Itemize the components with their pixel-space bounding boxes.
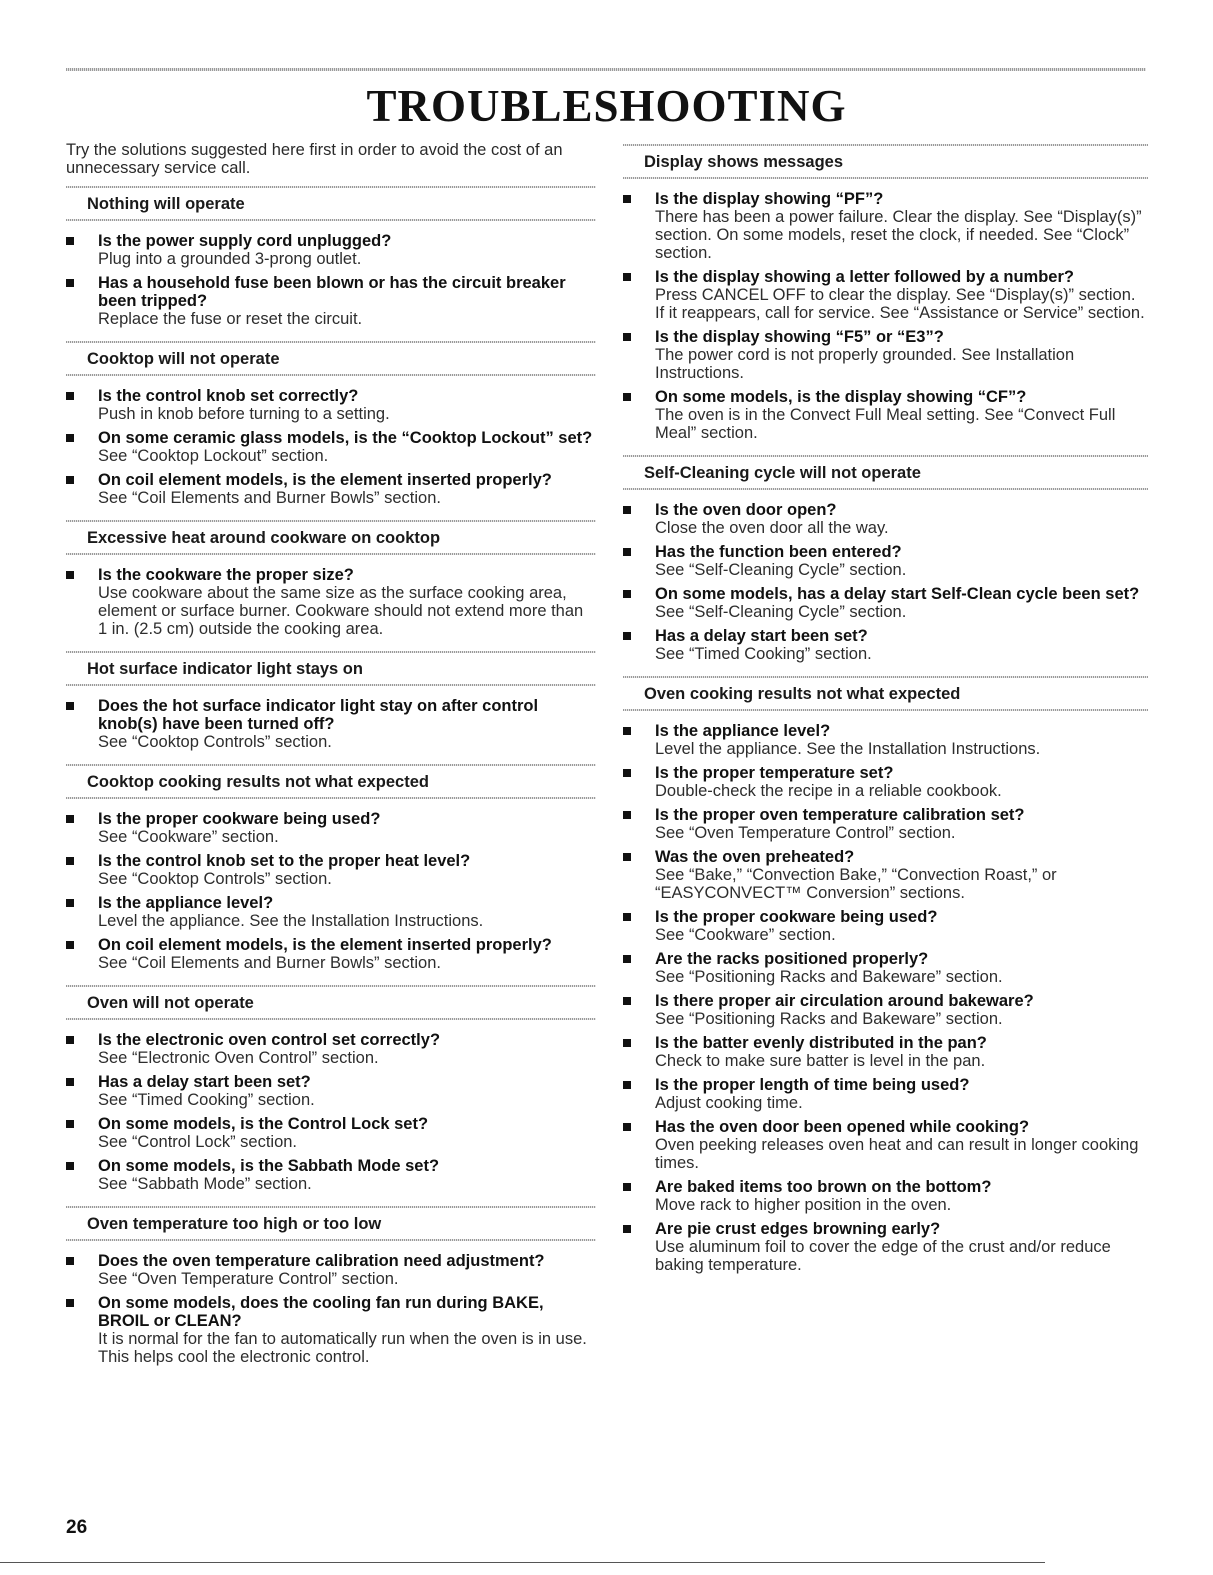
square-bullet-icon [66, 899, 74, 907]
answer: Replace the fuse or reset the circuit. [98, 310, 363, 328]
answer: See “Coil Elements and Burner Bowls” section. [98, 489, 441, 507]
list-item [623, 268, 1148, 322]
question: Is the proper temperature set? [655, 764, 894, 782]
answer: The power cord is not properly grounded. See Installation Instructions. [655, 346, 1075, 382]
square-bullet-icon [623, 590, 631, 598]
list-item [623, 190, 1148, 262]
section-heading: Oven cooking results not what expected [623, 673, 1148, 714]
list-item [66, 429, 596, 465]
question: Is the proper cookware being used? [655, 908, 938, 926]
section-heading: Cooktop will not operate [66, 338, 596, 379]
square-bullet-icon [623, 548, 631, 556]
square-bullet-icon [623, 727, 631, 735]
answer: Check to make sure batter is level in the pan. [655, 1052, 986, 1070]
list-item [623, 722, 1148, 758]
answer: Move rack to higher position in the oven. [655, 1196, 952, 1214]
answer: Oven peeking releases oven heat and can result in longer cooking times. [655, 1136, 1139, 1172]
question: On some models, has a delay start Self-Clean cycle been set? [655, 585, 1140, 603]
answer: See “Electronic Oven Control” section. [98, 1049, 379, 1067]
square-bullet-icon [66, 857, 74, 865]
question: Is the control knob set correctly? [98, 387, 359, 405]
square-bullet-icon [623, 1225, 631, 1233]
troubleshooting-section [66, 183, 596, 328]
list-item [66, 1157, 596, 1193]
square-bullet-icon [66, 1036, 74, 1044]
answer: See “Cooktop Controls” section. [98, 870, 332, 888]
list-item [623, 585, 1148, 621]
question: On some models, is the display showing “CF”? [655, 388, 1027, 406]
list-item [623, 627, 1148, 663]
list-item [623, 764, 1148, 800]
answer: See “Self-Cleaning Cycle” section. [655, 603, 907, 621]
question: Is the proper cookware being used? [98, 810, 381, 828]
square-bullet-icon [66, 941, 74, 949]
question: On some models, is the Control Lock set? [98, 1115, 429, 1133]
list-item [623, 806, 1148, 842]
square-bullet-icon [623, 333, 631, 341]
answer: Plug into a grounded 3-prong outlet. [98, 250, 362, 268]
list-item [66, 1031, 596, 1067]
question: Has the function been entered? [655, 543, 902, 561]
square-bullet-icon [66, 434, 74, 442]
list-item [66, 852, 596, 888]
answer: See “Positioning Racks and Bakeware” section. [655, 968, 1003, 986]
answer: There has been a power failure. Clear the display. See “Display(s)” section. On some models, reset the clock, if needed. See “Clock” section. [655, 208, 1142, 262]
list-item [623, 1220, 1148, 1274]
answer: See “Bake,” “Convection Bake,” “Convection Roast,” or “EASYCONVECT™ Conversion” sections. [655, 866, 1057, 902]
square-bullet-icon [66, 1078, 74, 1086]
troubleshooting-section [66, 982, 596, 1193]
troubleshooting-section [66, 648, 596, 751]
square-bullet-icon [623, 506, 631, 514]
list-item [623, 328, 1148, 382]
list-item [623, 1178, 1148, 1214]
list-item [66, 1073, 596, 1109]
square-bullet-icon [623, 769, 631, 777]
question: Has the oven door been opened while cooking? [655, 1118, 1030, 1136]
section-heading: Oven will not operate [66, 982, 596, 1023]
answer: See “Timed Cooking” section. [655, 645, 872, 663]
answer: Close the oven door all the way. [655, 519, 889, 537]
question: Is the appliance level? [98, 894, 274, 912]
square-bullet-icon [623, 997, 631, 1005]
question: On some models, does the cooling fan run during BAKE, BROIL or CLEAN? [98, 1294, 544, 1330]
troubleshooting-section [623, 673, 1148, 1274]
answer: See “Sabbath Mode” section. [98, 1175, 312, 1193]
section-heading: Cooktop cooking results not what expected [66, 761, 596, 802]
square-bullet-icon [623, 195, 631, 203]
right-sections [623, 141, 1148, 1274]
question: Does the hot surface indicator light stay on after control knob(s) have been turned off? [98, 697, 539, 733]
answer: See “Positioning Racks and Bakeware” section. [655, 1010, 1003, 1028]
list-item [66, 471, 596, 507]
section-heading: Display shows messages [623, 141, 1148, 182]
question: On some models, is the Sabbath Mode set? [98, 1157, 440, 1175]
answer: Push in knob before turning to a setting. [98, 405, 390, 423]
list-item [623, 1076, 1148, 1112]
page-number: 26 [66, 1517, 88, 1538]
square-bullet-icon [623, 913, 631, 921]
section-heading: Nothing will operate [66, 183, 596, 224]
answer: See “Cooktop Controls” section. [98, 733, 332, 751]
answer: Adjust cooking time. [655, 1094, 803, 1112]
question: Was the oven preheated? [655, 848, 855, 866]
square-bullet-icon [623, 811, 631, 819]
list-item [66, 1294, 596, 1366]
square-bullet-icon [66, 392, 74, 400]
square-bullet-icon [623, 393, 631, 401]
troubleshooting-section [66, 517, 596, 638]
answer: Press CANCEL OFF to clear the display. See “Display(s)” section. If it reappears, call for service. See “Assistance or Service” section. [655, 286, 1145, 322]
list-item [623, 388, 1148, 442]
troubleshooting-section [66, 338, 596, 507]
question: Is there proper air circulation around bakeware? [655, 992, 1034, 1010]
question: On coil element models, is the element inserted properly? [98, 936, 552, 954]
question: Are pie crust edges browning early? [655, 1220, 941, 1238]
square-bullet-icon [66, 702, 74, 710]
square-bullet-icon [66, 571, 74, 579]
troubleshooting-section [66, 761, 596, 972]
section-heading: Hot surface indicator light stays on [66, 648, 596, 689]
square-bullet-icon [66, 1299, 74, 1307]
square-bullet-icon [66, 1162, 74, 1170]
section-heading: Excessive heat around cookware on cooktop [66, 517, 596, 558]
list-item [623, 1034, 1148, 1070]
list-item [66, 387, 596, 423]
left-sections [66, 183, 596, 1366]
question: Is the oven door open? [655, 501, 837, 519]
square-bullet-icon [66, 237, 74, 245]
troubleshooting-section [66, 1203, 596, 1366]
list-item [66, 232, 596, 268]
answer: Level the appliance. See the Installation Instructions. [655, 740, 1041, 758]
square-bullet-icon [623, 1081, 631, 1089]
left-column [66, 141, 596, 1376]
question: Has a delay start been set? [655, 627, 868, 645]
square-bullet-icon [623, 632, 631, 640]
square-bullet-icon [623, 1039, 631, 1047]
answer: See “Cooktop Lockout” section. [98, 447, 329, 465]
question: Is the display showing “PF”? [655, 190, 884, 208]
question: Is the display showing a letter followed by a number? [655, 268, 1074, 286]
square-bullet-icon [623, 1183, 631, 1191]
answer: Use aluminum foil to cover the edge of the crust and/or reduce baking temperature. [655, 1238, 1111, 1274]
question: Is the power supply cord unplugged? [98, 232, 392, 250]
list-item [66, 810, 596, 846]
troubleshooting-section [623, 452, 1148, 663]
answer: See “Oven Temperature Control” section. [655, 824, 956, 842]
list-item [66, 697, 596, 751]
question: Is the proper oven temperature calibration set? [655, 806, 1025, 824]
list-item [66, 936, 596, 972]
answer: See “Cookware” section. [98, 828, 279, 846]
answer: See “Self-Cleaning Cycle” section. [655, 561, 907, 579]
square-bullet-icon [623, 853, 631, 861]
list-item [66, 1252, 596, 1288]
square-bullet-icon [66, 1120, 74, 1128]
square-bullet-icon [623, 273, 631, 281]
page-title: TROUBLESHOOTING [366, 81, 847, 131]
list-item [623, 992, 1148, 1028]
section-heading: Self-Cleaning cycle will not operate [623, 452, 1148, 493]
section-heading: Oven temperature too high or too low [66, 1203, 596, 1244]
list-item [623, 1118, 1148, 1172]
list-item [66, 566, 596, 638]
square-bullet-icon [623, 955, 631, 963]
question: Does the oven temperature calibration need adjustment? [98, 1252, 545, 1270]
answer: Level the appliance. See the Installation Instructions. [98, 912, 484, 930]
square-bullet-icon [623, 1123, 631, 1131]
answer: Use cookware about the same size as the surface cooking area, element or surface burner. Cookware should not extend more than 1 in. (2.5 cm) outside the cooking area. [98, 584, 584, 638]
question: On coil element models, is the element inserted properly? [98, 471, 552, 489]
question: Is the electronic oven control set correctly? [98, 1031, 441, 1049]
question: Are the racks positioned properly? [655, 950, 929, 968]
question: Has a household fuse been blown or has the circuit breaker been tripped? [98, 274, 566, 310]
bottom-rule [0, 1562, 1045, 1563]
question: Are baked items too brown on the bottom? [655, 1178, 992, 1196]
question: Is the cookware the proper size? [98, 566, 354, 584]
question: Is the batter evenly distributed in the pan? [655, 1034, 987, 1052]
question: Is the proper length of time being used? [655, 1076, 970, 1094]
square-bullet-icon [66, 1257, 74, 1265]
question: Is the control knob set to the proper heat level? [98, 852, 471, 870]
answer: See “Cookware” section. [655, 926, 836, 944]
list-item [623, 543, 1148, 579]
question: Is the appliance level? [655, 722, 831, 740]
list-item [66, 894, 596, 930]
answer: See “Control Lock” section. [98, 1133, 298, 1151]
intro-text: Try the solutions suggested here first in order to avoid the cost of an unnecessary service call. [66, 141, 563, 177]
question: On some ceramic glass models, is the “Cooktop Lockout” set? [98, 429, 593, 447]
answer: The oven is in the Convect Full Meal setting. See “Convect Full Meal” section. [655, 406, 1116, 442]
question: Is the display showing “F5” or “E3”? [655, 328, 944, 346]
answer: See “Oven Temperature Control” section. [98, 1270, 399, 1288]
square-bullet-icon [66, 476, 74, 484]
square-bullet-icon [66, 815, 74, 823]
list-item [623, 848, 1148, 902]
list-item [623, 908, 1148, 944]
question: Has a delay start been set? [98, 1073, 311, 1091]
list-item [66, 1115, 596, 1151]
list-item [623, 950, 1148, 986]
answer: See “Timed Cooking” section. [98, 1091, 315, 1109]
top-rule [66, 68, 1146, 71]
list-item [623, 501, 1148, 537]
answer: It is normal for the fan to automatically run when the oven is in use. This helps cool the electronic control. [98, 1330, 587, 1366]
answer: Double-check the recipe in a reliable cookbook. [655, 782, 1002, 800]
square-bullet-icon [66, 279, 74, 287]
list-item [66, 274, 596, 328]
troubleshooting-section [623, 141, 1148, 442]
answer: See “Coil Elements and Burner Bowls” section. [98, 954, 441, 972]
right-column [623, 141, 1148, 1284]
